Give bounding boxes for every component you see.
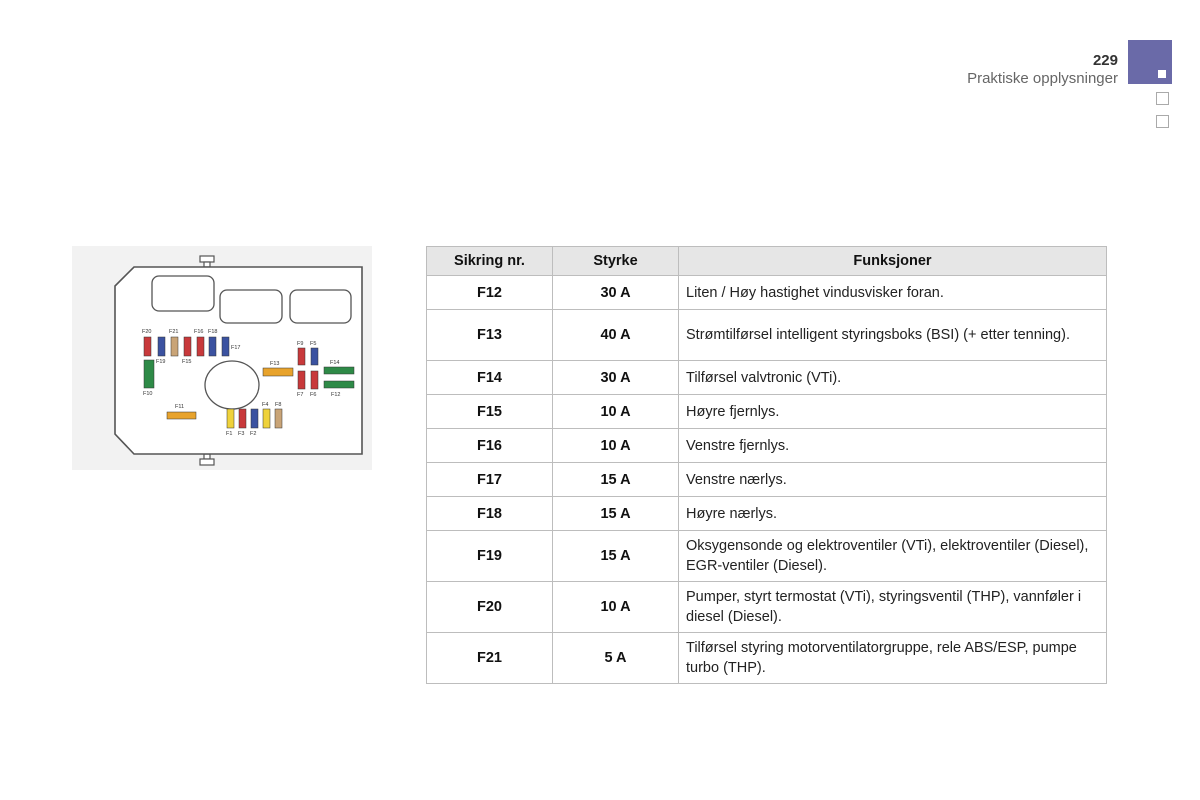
fuse-f10 [144,360,154,388]
chapter-tab-marker [1128,40,1172,84]
table-row [427,276,1107,310]
fuse-rating: 40 A [553,310,679,361]
fuse-f5 [311,348,318,365]
mount-tab-bottom [200,459,214,465]
fuse-f15 [184,337,191,356]
chapter-tab-box [1156,115,1169,128]
fuse-number: F12 [427,276,553,310]
fuse-number: F16 [427,429,553,463]
fuse-f16 [197,337,204,356]
fuse-function: Høyre fjernlys. [679,395,1107,429]
fuse-rating: 10 A [553,429,679,463]
diagram-label: F17 [231,345,241,351]
fuse-rating: 30 A [553,276,679,310]
fuse-function: Venstre nærlys. [679,463,1107,497]
diagram-label: F16 [194,329,204,335]
diagram-label: F11 [175,404,185,410]
fuse-f17 [222,337,229,356]
fuse-f18 [209,337,216,356]
table-row [427,395,1107,429]
fuse-f20 [144,337,151,356]
diagram-label: F18 [208,329,218,335]
diagram-label: F13 [270,361,280,367]
fuse-table [426,246,1107,684]
diagram-label: F12 [331,392,341,398]
fuse-f9 [298,348,305,365]
table-row [427,531,1107,582]
fuse-rating: 15 A [553,497,679,531]
fuse-number: F14 [427,361,553,395]
fuse-number: F18 [427,497,553,531]
header-functions: Funksjoner [679,247,1107,276]
fuse-rating: 30 A [553,361,679,395]
diagram-label: F9 [297,341,304,347]
round-housing [205,361,259,409]
table-row [427,633,1107,684]
fuse-function: Tilførsel valvtronic (VTi). [679,361,1107,395]
fuse-function: Strømtilførsel intelligent styringsboks (BSI) (+ etter tenning). [679,310,1107,361]
fuse-rating: 15 A [553,531,679,582]
fuse-number: F17 [427,463,553,497]
header-rating: Styrke [553,247,679,276]
fuse-function: Høyre nærlys. [679,497,1107,531]
chapter-tab-box [1156,92,1169,105]
fuse-function: Venstre fjernlys. [679,429,1107,463]
section-title: Praktiske opplysninger [967,70,1118,87]
diagram-label: F4 [262,402,269,408]
fuse-rating: 5 A [553,633,679,684]
diagram-label: F5 [310,341,317,347]
chapter-tab-dot [1158,70,1166,78]
fuse-number: F13 [427,310,553,361]
diagram-label: F6 [310,392,317,398]
fuse-rating: 10 A [553,582,679,633]
table-header-row [427,247,1107,276]
fuse-f7 [298,371,305,389]
diagram-label: F7 [297,392,304,398]
fuse-f2 [251,409,258,428]
diagram-label: F2 [250,431,257,437]
diagram-label: F19 [156,359,166,365]
fuse-function: Liten / Høy hastighet vindusvisker foran. [679,276,1107,310]
relay-slot [290,290,351,323]
fuse-number: F21 [427,633,553,684]
diagram-label: F3 [238,431,245,437]
fuse-f1 [227,409,234,428]
table-row [427,497,1107,531]
fuse-f8 [275,409,282,428]
table-row [427,310,1107,361]
diagram-label: F1 [226,431,233,437]
diagram-label: F15 [182,359,192,365]
header-fuse-number: Sikring nr. [427,247,553,276]
mount-tab-top [200,256,214,262]
fuse-function: Oksygensonde og elektroventiler (VTi), elektroventiler (Diesel), EGR-ventiler (Diesel). [679,531,1107,582]
fuse-function: Tilførsel styring motorventilatorgruppe, rele ABS/ESP, pumpe turbo (THP). [679,633,1107,684]
fuse-f6 [311,371,318,389]
fuse-f11 [167,412,196,419]
fuse-function: Pumper, styrt termostat (VTi), styringsventil (THP), vannføler i diesel (Diesel). [679,582,1107,633]
table-row [427,582,1107,633]
fuse-f13 [263,368,293,376]
page-header [967,52,1118,88]
fuse-f12 [324,381,354,388]
table-row [427,361,1107,395]
relay-slot [220,290,282,323]
table-row [427,429,1107,463]
diagram-label: F21 [169,329,179,335]
relay-slot [152,276,214,311]
fuse-number: F20 [427,582,553,633]
fuse-f21 [171,337,178,356]
diagram-label: F8 [275,402,282,408]
page-number: 229 [1092,52,1118,69]
fuse-f3 [239,409,246,428]
diagram-label: F10 [143,391,153,397]
fuse-box-diagram [72,246,372,470]
fuse-box-svg [72,246,372,470]
fuse-number: F19 [427,531,553,582]
fuse-rating: 10 A [553,395,679,429]
fuse-rating: 15 A [553,463,679,497]
fuse-number: F15 [427,395,553,429]
diagram-label: F14 [330,360,340,366]
fuse-f19 [158,337,165,356]
diagram-label: F20 [142,329,152,335]
fuse-f14 [324,367,354,374]
table-row [427,463,1107,497]
fuse-f4 [263,409,270,428]
